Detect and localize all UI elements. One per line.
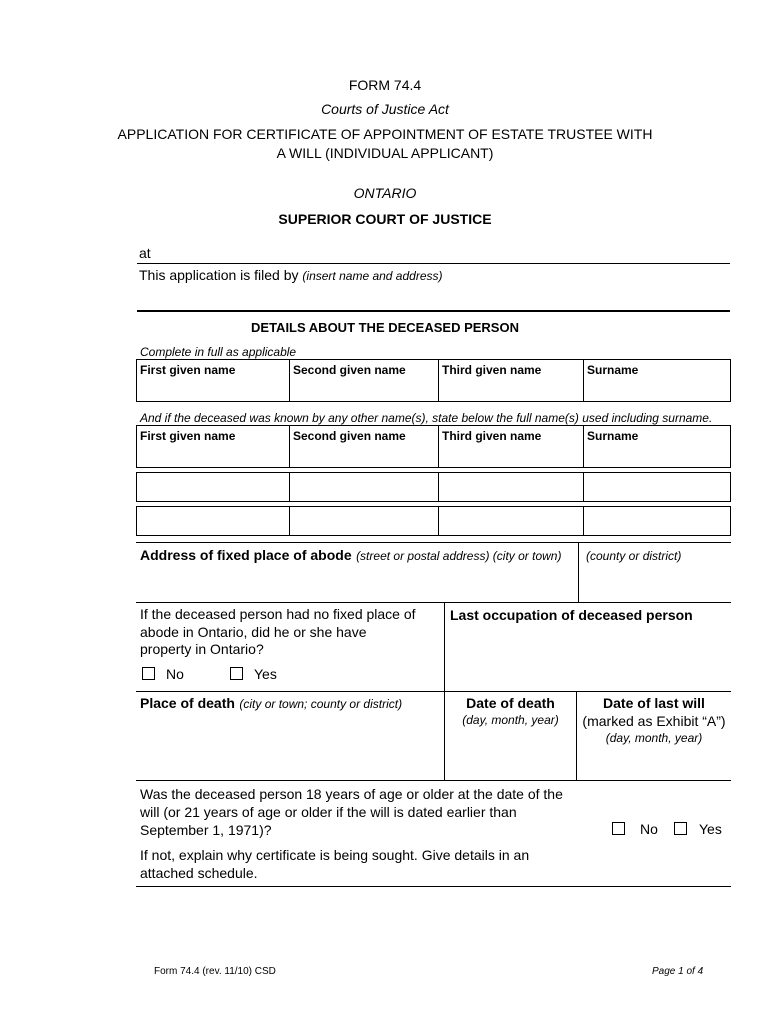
death-bottom-line — [136, 780, 731, 781]
other-names-instruction: And if the deceased was known by any other name(s), state below the full name(s) used including surname. — [140, 411, 713, 425]
act-name: Courts of Justice Act — [321, 101, 449, 117]
province: ONTARIO — [353, 185, 417, 201]
col-divider — [583, 360, 584, 401]
address-input-area[interactable] — [140, 568, 576, 600]
col-divider — [583, 507, 584, 535]
date-of-death-hint: (day, month, year) — [462, 713, 559, 727]
col-divider — [583, 473, 584, 501]
filed-by-hint: (insert name and address) — [302, 269, 443, 283]
other-name-row-2[interactable] — [136, 472, 731, 502]
occupation-label: Last occupation of deceased person — [450, 607, 693, 623]
filed-by-line — [139, 267, 443, 283]
date-of-will-hint: (day, month, year) — [605, 731, 703, 745]
section-divider — [137, 310, 730, 312]
date-of-will-label: Date of last will — [603, 695, 705, 711]
other-name-table[interactable] — [136, 425, 731, 468]
address-top-line — [136, 542, 731, 543]
col-divider — [289, 473, 290, 501]
address-label: Address of fixed place of abode — [140, 547, 352, 563]
address-hint: (street or postal address) (city or town) — [356, 549, 562, 563]
col-divider — [438, 426, 439, 467]
date-of-will-input[interactable] — [580, 748, 728, 776]
property-question-2: abode in Ontario, did he or she have — [140, 624, 367, 640]
explain-line-1: If not, explain why certificate is being sought. Give details in an — [140, 847, 530, 863]
col-divider — [289, 360, 290, 401]
col-divider — [438, 360, 439, 401]
form-title-line2: A WILL (INDIVIDUAL APPLICANT) — [276, 145, 494, 161]
age-question-2: will (or 21 years of age or older if the will is dated earlier than — [140, 804, 517, 820]
place-of-death-label: Place of death — [140, 695, 235, 711]
property-yes-label: Yes — [254, 666, 277, 682]
complete-instruction: Complete in full as applicable — [140, 345, 297, 359]
property-question-3: property in Ontario? — [140, 641, 264, 657]
property-bottom-line — [136, 691, 731, 692]
county-hint: (county or district) — [586, 549, 682, 563]
property-yes-checkbox[interactable] — [230, 667, 243, 680]
date-of-death-input[interactable] — [448, 732, 572, 776]
age-question-1: Was the deceased person 18 years of age or older at the date of the — [140, 786, 563, 802]
third-given-name-header: Third given name — [442, 363, 542, 377]
col-divider — [289, 507, 290, 535]
deceased-section-title: DETAILS ABOUT THE DECEASED PERSON — [251, 320, 519, 335]
col-divider — [438, 473, 439, 501]
court-name: SUPERIOR COURT OF JUSTICE — [278, 211, 492, 227]
col-divider — [583, 426, 584, 467]
place-of-death-line — [140, 695, 402, 713]
place-of-death-input[interactable] — [140, 716, 440, 776]
property-divider — [444, 602, 445, 691]
age-yes-checkbox[interactable] — [674, 822, 687, 835]
form-revision: Form 74.4 (rev. 11/10) CSD — [154, 966, 276, 977]
col-divider — [289, 426, 290, 467]
address-bottom-line — [136, 602, 731, 603]
property-no-checkbox[interactable] — [142, 667, 155, 680]
age-question-3: September 1, 1971)? — [140, 822, 272, 838]
date-of-will-sub: (marked as Exhibit “A”) — [582, 713, 726, 729]
address-divider — [578, 542, 579, 602]
page-number: Page 1 of 4 — [652, 966, 704, 977]
explain-line-2: attached schedule. — [140, 865, 258, 881]
surname-header: Surname — [587, 363, 639, 377]
other-name-row-3[interactable] — [136, 506, 731, 536]
date-of-death-label: Date of death — [466, 695, 555, 711]
age-no-checkbox[interactable] — [612, 822, 625, 835]
third-given-name-header: Third given name — [442, 429, 542, 443]
age-no-label: No — [640, 821, 658, 837]
form-number: FORM 74.4 — [348, 77, 422, 93]
second-given-name-header: Second given name — [293, 363, 406, 377]
at-line — [137, 263, 730, 264]
filed-by-label: This application is filed by — [139, 267, 299, 283]
surname-header: Surname — [587, 429, 639, 443]
age-yes-label: Yes — [699, 821, 722, 837]
deceased-name-table[interactable] — [136, 359, 731, 402]
age-bottom-line — [136, 886, 731, 887]
address-label-line — [140, 547, 561, 565]
property-question-1: If the deceased person had no fixed place of — [140, 606, 416, 622]
place-of-death-hint: (city or town; county or district) — [239, 697, 403, 711]
second-given-name-header: Second given name — [293, 429, 406, 443]
col-divider — [438, 507, 439, 535]
property-no-label: No — [166, 666, 184, 682]
occupation-input-area[interactable] — [450, 628, 728, 686]
first-given-name-header: First given name — [140, 429, 236, 443]
at-label: at — [139, 245, 151, 261]
form-title-line1: APPLICATION FOR CERTIFICATE OF APPOINTMENT OF ESTATE TRUSTEE WITH — [117, 126, 653, 142]
first-given-name-header: First given name — [140, 363, 236, 377]
